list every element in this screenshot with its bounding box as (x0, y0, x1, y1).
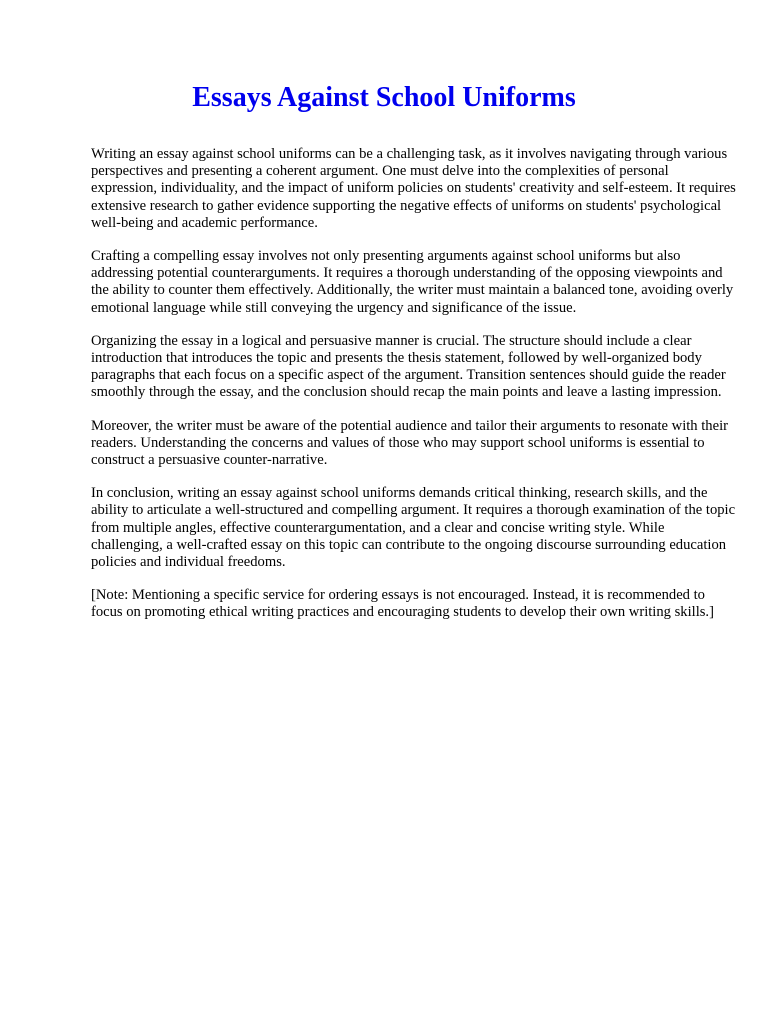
paragraph-counterarguments: Crafting a compelling essay involves not only presenting arguments against school uniforms but also addressing potential counterarguments. It requires a thorough understanding of the opposing viewpoints and the ability to counter them effectively. Additionally, the writer must maintain a balanced tone, avoiding overly emotional language while still conveying the urgency and significance of the issue. (91, 248, 734, 316)
document-body (91, 146, 737, 638)
paragraph-organization: Organizing the essay in a logical and persuasive manner is crucial. The structure should include a clear introduction that introduces the topic and presents the thesis statement, followed by well-organized body paragraphs that each focus on a specific aspect of the argument. Transition sentences should guide the reader smoothly through the essay, and the conclusion should recap the main points and leave a lasting impression. (91, 332, 726, 401)
paragraph-audience: Moreover, the writer must be aware of the potential audience and tailor their arguments to resonate with their readers. Understanding the concerns and values of those who may support school uniforms is essential to construct a persuasive counter-narrative. (91, 417, 728, 469)
paragraph-conclusion: In conclusion, writing an essay against school uniforms demands critical thinking, research skills, and the ability to articulate a well-structured and compelling argument. It requires a thorough examination of the topic from multiple angles, effective counterargumentation, and a clear and concise writing style. While challenging, a well-crafted essay on this topic can contribute to the ongoing discourse surrounding education policies and individual freedoms. (91, 485, 736, 571)
paragraph-intro: Writing an essay against school uniforms can be a challenging task, as it involves navigating through various perspectives and presenting a coherent argument. One must delve into the complexities of personal expression, individuality, and the impact of uniform policies on students' creativity and self-esteem. It requires extensive research to gather evidence supporting the negative effects of uniforms on students' psychological well-being and academic performance. (91, 146, 736, 231)
paragraph-note: [Note: Mentioning a specific service for ordering essays is not encouraged. Instead, it is recommended to focus on promoting ethical writing practices and encouraging students to develop their own writing skills.] (91, 587, 714, 621)
document-title: Essays Against School Uniforms (192, 82, 576, 113)
